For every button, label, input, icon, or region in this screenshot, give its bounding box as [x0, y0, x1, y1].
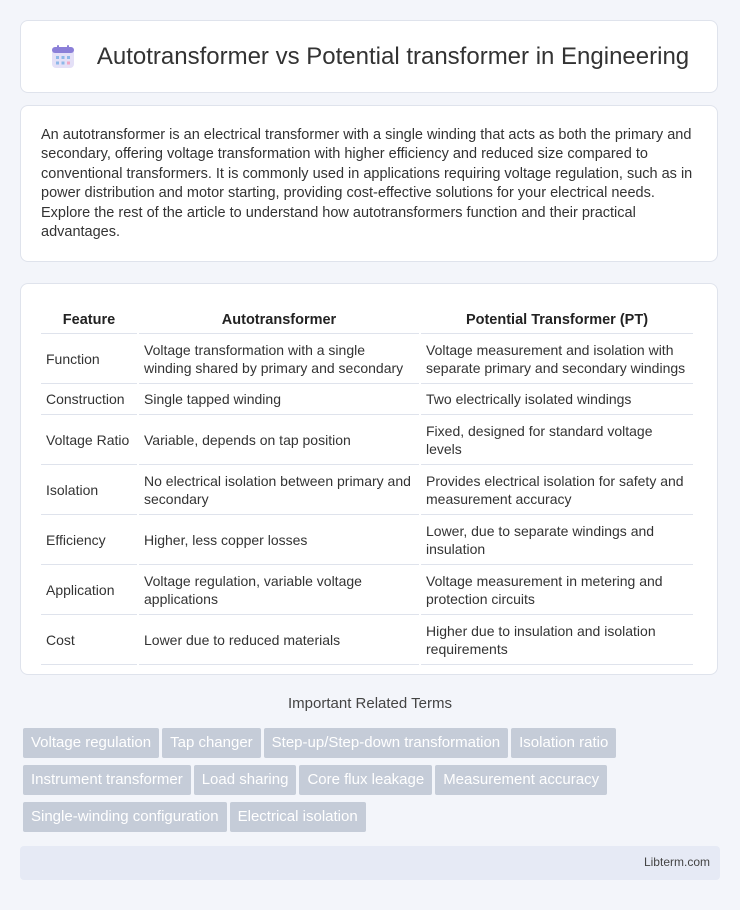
cell-feature: Efficiency: [41, 515, 137, 565]
comparison-table-card: [20, 283, 718, 675]
cell-potential-transformer: Voltage measurement in metering and protection circuits: [421, 565, 693, 615]
table-row: [41, 565, 693, 615]
cell-feature: Isolation: [41, 465, 137, 515]
cell-potential-transformer: Higher due to insulation and isolation requirements: [421, 615, 693, 665]
cell-potential-transformer: Fixed, designed for standard voltage levels: [421, 415, 693, 465]
cell-feature: Cost: [41, 615, 137, 665]
table-row: [41, 384, 693, 415]
cell-feature: Application: [41, 565, 137, 615]
tag-single-winding[interactable]: Single-winding configuration: [23, 802, 227, 832]
cell-potential-transformer: Two electrically isolated windings: [421, 384, 693, 415]
cell-feature: Function: [41, 334, 137, 384]
page-title: Autotransformer vs Potential transformer in Engineering: [96, 42, 690, 70]
table-row: [41, 615, 693, 665]
tag-step-up-step-down[interactable]: Step-up/Step-down transformation: [264, 728, 508, 758]
cell-potential-transformer: Provides electrical isolation for safety and measurement accuracy: [421, 465, 693, 515]
cell-autotransformer: Single tapped winding: [139, 384, 419, 415]
cell-potential-transformer: Lower, due to separate windings and insulation: [421, 515, 693, 565]
related-terms-tags: [23, 728, 723, 839]
footer-brand[interactable]: Libterm.com: [643, 855, 710, 869]
intro-card: [20, 105, 718, 262]
tag-electrical-isolation[interactable]: Electrical isolation: [230, 802, 366, 832]
table-row: [41, 465, 693, 515]
table-row: [41, 515, 693, 565]
tag-measurement-accuracy[interactable]: Measurement accuracy: [435, 765, 607, 795]
cell-autotransformer: Higher, less copper losses: [139, 515, 419, 565]
table-row: [41, 415, 693, 465]
cell-feature: Construction: [41, 384, 137, 415]
tag-voltage-regulation[interactable]: Voltage regulation: [23, 728, 159, 758]
title-card: [20, 20, 718, 93]
cell-autotransformer: No electrical isolation between primary and secondary: [139, 465, 419, 515]
header-autotransformer: Autotransformer: [139, 304, 419, 334]
tag-core-flux-leakage[interactable]: Core flux leakage: [299, 765, 432, 795]
tag-load-sharing[interactable]: Load sharing: [194, 765, 297, 795]
table-row: [41, 334, 693, 384]
tag-instrument-transformer[interactable]: Instrument transformer: [23, 765, 191, 795]
cell-autotransformer: Variable, depends on tap position: [139, 415, 419, 465]
table-header-row: [41, 304, 693, 334]
cell-autotransformer: Voltage transformation with a single winding shared by primary and secondary: [139, 334, 419, 384]
cell-potential-transformer: Voltage measurement and isolation with separate primary and secondary windings: [421, 334, 693, 384]
comparison-table: [39, 304, 695, 665]
cell-autotransformer: Voltage regulation, variable voltage applications: [139, 565, 419, 615]
intro-paragraph: An autotransformer is an electrical transformer with a single winding that acts as both the primary and secondary, offering voltage transformation with higher efficiency and reduced size compared to conventional transformers. It is commonly used in applications requiring voltage regulation, such as in power distribution and motor starting, providing cost-effective solutions for your electrical needs. Explore the rest of the article to understand how autotransformers function and their practical advantages.: [41, 127, 693, 241]
tag-isolation-ratio[interactable]: Isolation ratio: [511, 728, 616, 758]
header-feature: Feature: [41, 304, 137, 334]
tag-tap-changer[interactable]: Tap changer: [162, 728, 261, 758]
header-potential-transformer: Potential Transformer (PT): [421, 304, 693, 334]
cell-autotransformer: Lower due to reduced materials: [139, 615, 419, 665]
calendar-icon: [49, 43, 77, 71]
related-terms-heading: Important Related Terms: [288, 695, 452, 712]
cell-feature: Voltage Ratio: [41, 415, 137, 465]
footer: [20, 846, 720, 880]
